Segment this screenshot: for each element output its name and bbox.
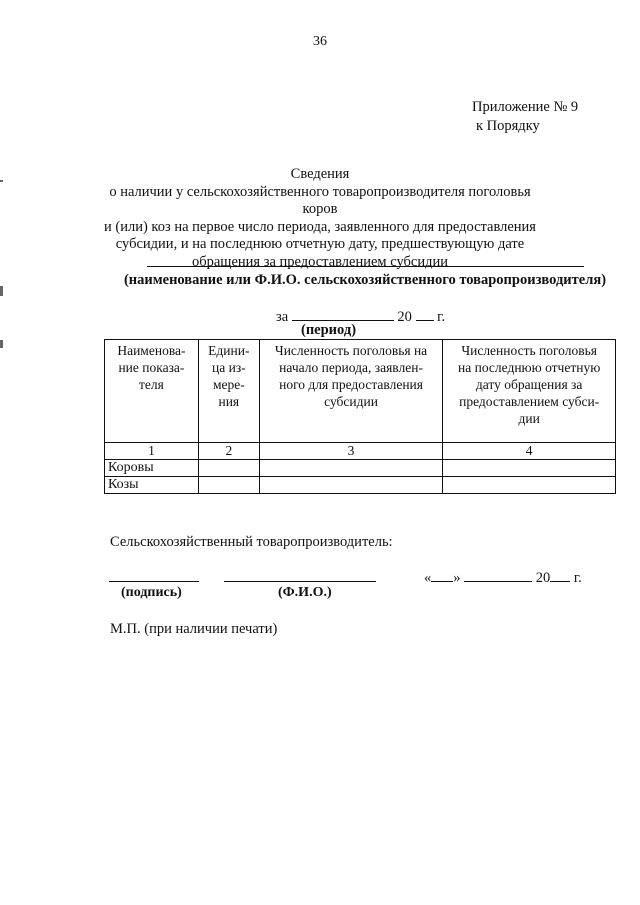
cell-count-start[interactable] bbox=[259, 460, 443, 477]
producer-name-line[interactable] bbox=[147, 266, 584, 267]
column-number-row bbox=[105, 443, 616, 460]
annex-number: Приложение № 9 bbox=[472, 99, 579, 115]
header-count-last: Численность поголовья на последнюю отчетную дату обращения за предоставлением субси- дии bbox=[443, 340, 616, 443]
day-blank[interactable] bbox=[431, 568, 453, 582]
title-line: и (или) коз на первое число периода, заявленного для предоставления bbox=[104, 218, 536, 235]
full-name-caption: (Ф.И.О.) bbox=[278, 585, 332, 600]
producer-name-caption: (наименование или Ф.И.О. сельскохозяйственного товаропроизводителя) bbox=[123, 272, 607, 288]
date-line bbox=[424, 568, 582, 587]
livestock-table bbox=[104, 339, 616, 494]
date-close-quote: » bbox=[453, 570, 461, 586]
year-blank[interactable] bbox=[550, 568, 570, 582]
column-number: 1 bbox=[105, 443, 199, 460]
scan-mark bbox=[0, 340, 3, 348]
column-number: 4 bbox=[443, 443, 616, 460]
annex-order: к Порядку bbox=[476, 118, 540, 134]
period-blank[interactable] bbox=[292, 307, 394, 321]
producer-label: Сельскохозяйственный товаропроизводитель: bbox=[110, 534, 393, 550]
stamp-note: М.П. (при наличии печати) bbox=[110, 621, 278, 637]
signature-line[interactable] bbox=[109, 581, 199, 582]
title-line: субсидии, и на последнюю отчетную дату, предшествующую дате bbox=[115, 236, 525, 252]
date-open-quote: « bbox=[424, 570, 432, 586]
cell-unit[interactable] bbox=[198, 477, 259, 494]
row-label-cows: Коровы bbox=[105, 460, 199, 477]
period-caption: (период) bbox=[301, 322, 357, 338]
column-number: 2 bbox=[198, 443, 259, 460]
cell-unit[interactable] bbox=[198, 460, 259, 477]
date-year-prefix: 20 bbox=[535, 570, 551, 586]
full-name-line[interactable] bbox=[224, 581, 376, 582]
row-label-goats: Козы bbox=[105, 477, 199, 494]
table-header-row bbox=[105, 340, 616, 443]
cell-count-last[interactable] bbox=[443, 477, 616, 494]
document-title bbox=[100, 166, 540, 271]
period-year-blank[interactable] bbox=[416, 307, 434, 321]
header-unit: Едини- ца из- мере- ния bbox=[198, 340, 259, 443]
header-indicator: Наименова- ние показа- теля bbox=[105, 340, 199, 443]
table-row bbox=[105, 477, 616, 494]
title-line: обращения за предоставлением субсидии bbox=[191, 253, 448, 270]
period-prefix: за bbox=[276, 309, 289, 325]
date-suffix: г. bbox=[573, 570, 582, 586]
table-row bbox=[105, 460, 616, 477]
column-number: 3 bbox=[259, 443, 443, 460]
header-count-start: Численность поголовья на начало периода, заявлен- ного для предоставления субсидии bbox=[259, 340, 443, 443]
scan-mark bbox=[0, 286, 3, 296]
month-blank[interactable] bbox=[464, 568, 532, 582]
signature-caption: (подпись) bbox=[121, 585, 182, 600]
scan-mark bbox=[0, 180, 3, 182]
period-year-prefix: 20 bbox=[397, 309, 412, 325]
title-line: Сведения bbox=[290, 166, 350, 182]
period-suffix: г. bbox=[437, 309, 446, 325]
title-line: о наличии у сельскохозяйственного товаропроизводителя поголовья коров bbox=[109, 183, 531, 217]
cell-count-start[interactable] bbox=[259, 477, 443, 494]
annex-reference bbox=[472, 98, 578, 136]
page-number: 36 bbox=[313, 34, 327, 49]
cell-count-last[interactable] bbox=[443, 460, 616, 477]
